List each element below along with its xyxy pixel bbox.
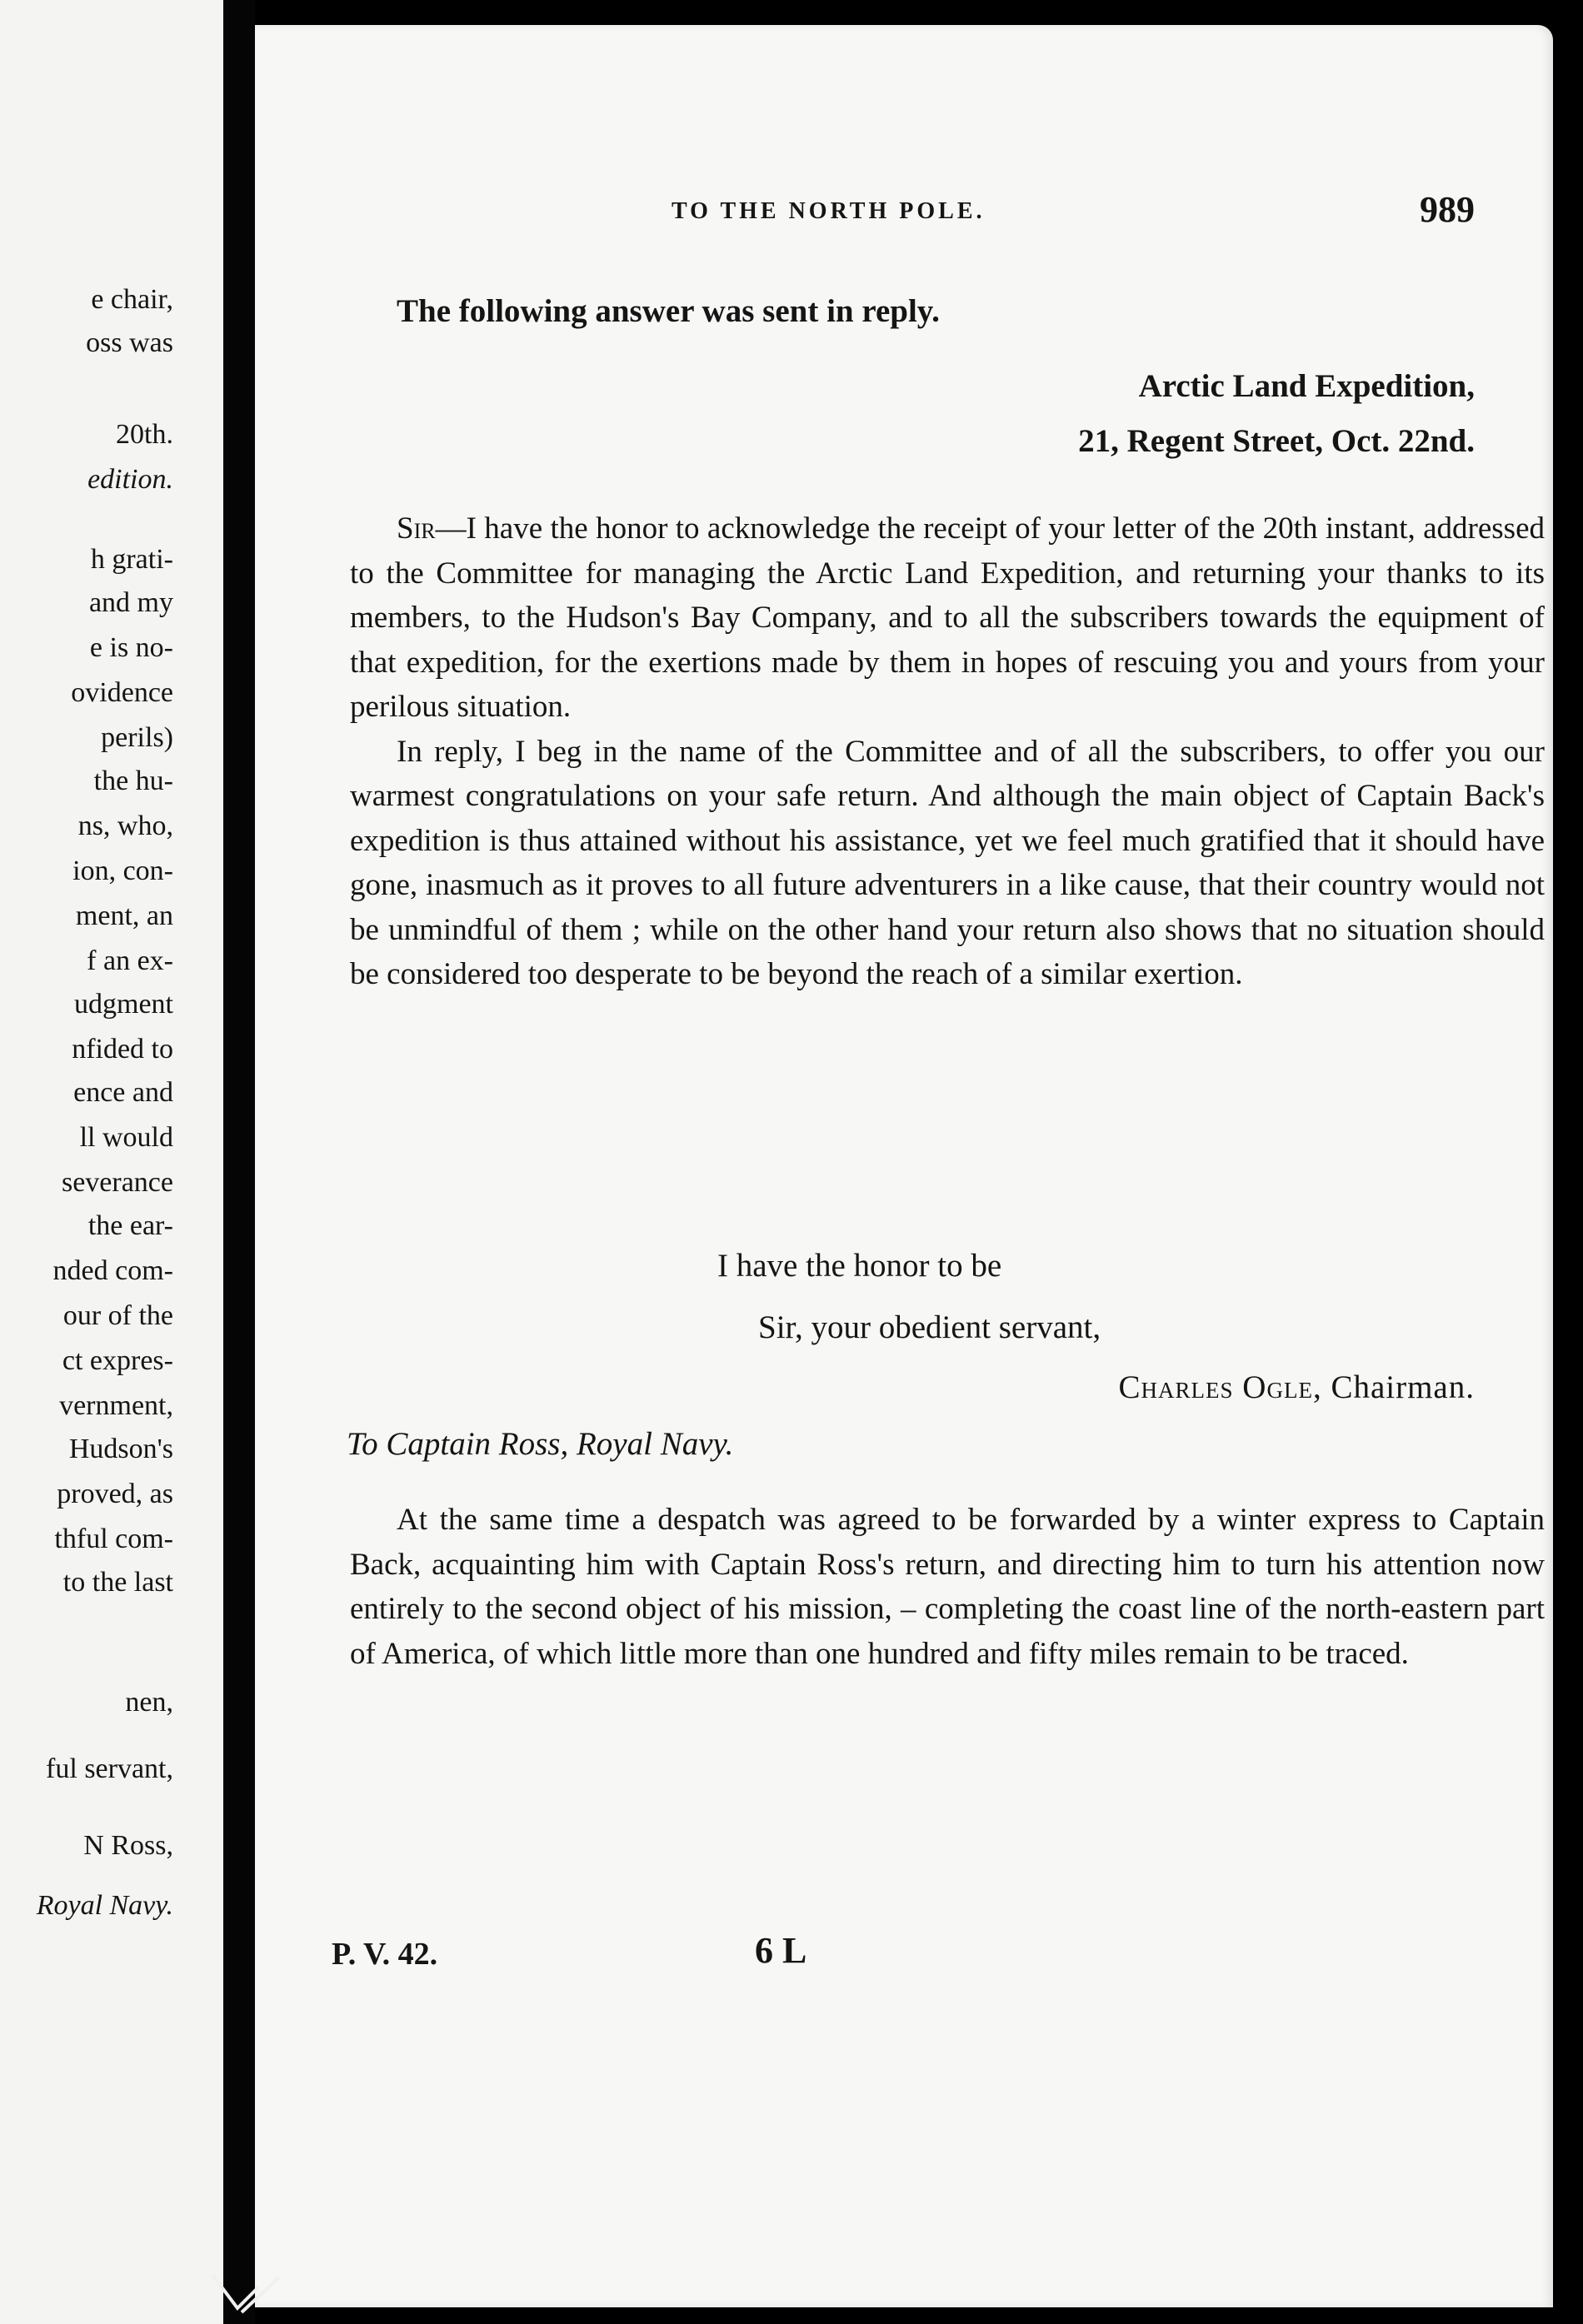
letter-paragraph-1-text: —I have the honor to acknowledge the receipt of your letter of the 20th instant, addressed to the Committee for managing the Arctic Land Expedition, and returning your thanks to its members, to the Hudson's Bay Company, and to all the subscribers towards the equipment of that expedition, for the exertions made by them in hopes of rescuing you and yours from your perilous situation.: [350, 511, 1545, 724]
running-head: TO THE NORTH POLE.: [672, 198, 986, 224]
book-gutter: [223, 0, 255, 2324]
left-page-line: vernment,: [59, 1390, 173, 1421]
final-paragraph: [350, 1498, 1545, 1676]
left-page-line: ct expres-: [62, 1345, 173, 1376]
salutation: Sir: [397, 511, 436, 546]
left-page-line: N Ross,: [83, 1830, 173, 1861]
left-page-line: the ear-: [87, 1210, 173, 1241]
left-page-line: Royal Navy.: [36, 1890, 173, 1921]
left-page-line: the hu-: [93, 766, 173, 796]
letter-body: [350, 506, 1545, 997]
left-page-line: 20th.: [116, 419, 173, 450]
left-page-line: severance: [61, 1167, 173, 1198]
left-page-line: ion, con-: [72, 855, 173, 886]
left-page-line: h grati-: [90, 544, 173, 575]
left-page-line: ful servant,: [46, 1753, 173, 1784]
left-page-line: ment, an: [75, 900, 173, 931]
signature-name: Charles Ogle: [1118, 1369, 1313, 1405]
left-page-line: oss was: [86, 327, 173, 358]
left-page-line: edition.: [87, 464, 173, 495]
page-number: 989: [1420, 189, 1475, 230]
footer-signature-mark: 6 L: [755, 1930, 807, 1971]
left-page-line: nen,: [125, 1687, 173, 1718]
left-page-line: e is no-: [89, 632, 173, 663]
left-page-line: thful com-: [54, 1524, 173, 1554]
lead-sentence: The following answer was sent in reply.: [397, 293, 940, 329]
left-page-line: our of the: [62, 1300, 173, 1331]
book-page: [255, 25, 1553, 2307]
scan-artifact-icon: [208, 2271, 283, 2321]
left-page-line: nded com-: [52, 1255, 173, 1286]
final-paragraph-text: At the same time a despatch was agreed to be forwarded by a winter express to Captain Back, acquainting him with Captain Ross's return, and directing him to turn his attention now entirely to the second object of his mission, – completing the coast line of the north-eastern part of America, of which little more than one hundred and fifty miles remain to be traced.: [350, 1503, 1545, 1671]
left-page-line: f an ex-: [87, 945, 173, 976]
signature-title: , Chairman.: [1312, 1369, 1475, 1405]
address-line-2: 21, Regent Street, Oct. 22nd.: [1078, 423, 1475, 459]
left-page-line: to the last: [62, 1567, 173, 1598]
left-page-line: proved, as: [57, 1479, 173, 1509]
left-page-line: ovidence: [71, 677, 173, 708]
addressee: To Captain Ross, Royal Navy.: [347, 1426, 734, 1462]
signature: [1119, 1369, 1475, 1406]
closing-line-1: I have the honor to be: [717, 1248, 1002, 1284]
letter-paragraph-1: [350, 506, 1545, 730]
left-page-line: perils): [101, 722, 173, 753]
left-facing-page: [0, 0, 223, 2324]
left-page-line: nfided to: [72, 1034, 173, 1065]
letter-paragraph-2: In reply, I beg in the name of the Committee and of all the subscribers, to offer you our warmest congratulations on your safe return. And although the main object of Captain Back's expedition is thus attained without his assistance, yet we feel much gratified that it should have gone, inasmuch as it proves to all future adventurers in a like cause, that their country would not be unmindful of them ; while on the other hand your return also shows that no situation should be considered too desperate to be beyond the reach of a similar exertion.: [350, 734, 1545, 991]
left-page-line: and my: [88, 587, 173, 618]
left-page-line: udgment: [74, 989, 173, 1020]
address-line-1: Arctic Land Expedition,: [1138, 368, 1475, 404]
left-page-line: ns, who,: [77, 810, 173, 841]
closing-line-2: Sir, your obedient servant,: [758, 1309, 1101, 1345]
left-page-line: e chair,: [91, 284, 173, 315]
left-page-line: Hudson's: [68, 1434, 173, 1464]
left-page-line: ence and: [73, 1077, 173, 1108]
footer-volume-mark: P. V. 42.: [332, 1937, 438, 1972]
left-page-line: ll would: [79, 1122, 173, 1153]
